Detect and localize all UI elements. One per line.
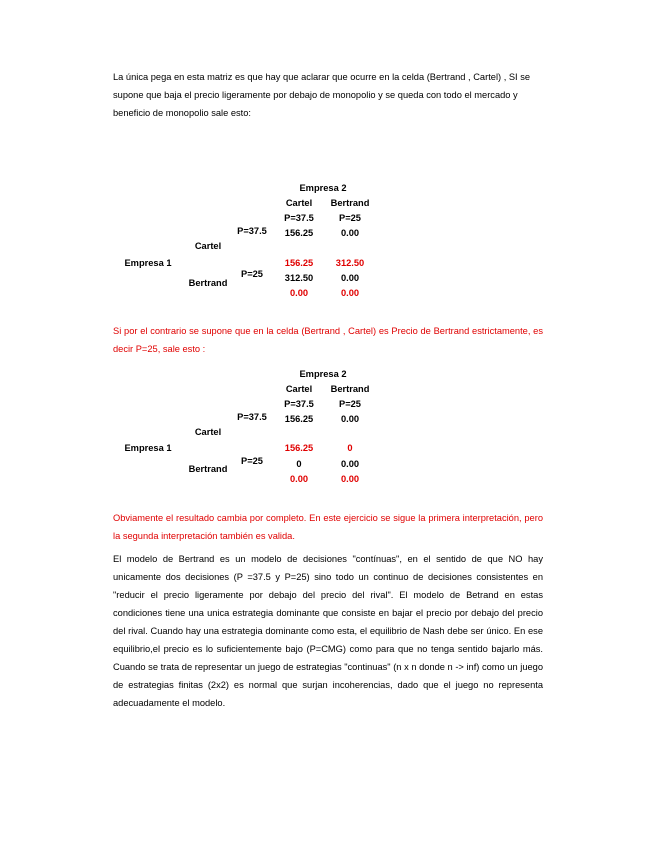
table1-cell-2: 0.00 — [340, 228, 360, 238]
table1-cell-5: 312.50 — [284, 273, 314, 283]
table1-cell-7: 0.00 — [289, 288, 309, 298]
table1-row-bertrand: Bertrand — [188, 278, 228, 288]
table2-header: Empresa 2 — [299, 369, 347, 379]
table1-row-cartel-price: P=37.5 — [237, 226, 267, 236]
table1-row-player: Empresa 1 — [124, 258, 172, 268]
table2-row-bertrand-price: P=25 — [241, 456, 263, 466]
middle-paragraph: Si por el contrario se supone que en la celda (Bertrand , Cartel) es Precio de Bertrand estrictamente, es decir P=25, sale esto : — [113, 326, 543, 354]
table1-row-bertrand-price: P=25 — [241, 269, 263, 279]
table1-cell-3: 156.25 — [284, 258, 314, 268]
table1-col-cartel: Cartel — [285, 198, 313, 208]
table2-cell-2: 0.00 — [340, 414, 360, 424]
table1-col-bertrand: Bertrand — [330, 198, 370, 208]
table2-row-bertrand: Bertrand — [188, 464, 228, 474]
explanation-paragraph: El modelo de Bertrand es un modelo de decisiones "contínuas", en el sentido de que NO hay unicamente dos decisiones (P =37.5 y P=25) sino todo un continuo de decisiones consistentes en "reducir el precio ligeramente por debajo del precio del rival". El modelo de Betrand en estas condiciones tiene una unica estrategia dominante que consiste en bajar el precio por debajo del precio del rival. Cuando hay una estrategia dominante como esta, el equilibrio de Nash debe ser único. En ese equilibrio,el precio es lo suficientemente bajo (P=CMG) como para que no tenga sentido bajarlo más. Cuando se trata de representar un juego de estrategias "continuas" (n x n donde n -> inf) como un juego de estrategias finitas (2x2) es normal que surjan incoherencias, dado que el juego no representa adecuadamente el modelo. — [113, 554, 543, 708]
table2-cell-5: 0 — [296, 459, 302, 469]
table2-row-cartel-price: P=37.5 — [237, 412, 267, 422]
table2-row-cartel: Cartel — [194, 427, 222, 437]
table2-cell-4: 0 — [347, 443, 353, 453]
table2-cell-7: 0.00 — [289, 474, 309, 484]
table1-cell-1: 156.25 — [284, 228, 314, 238]
table2-row-player: Empresa 1 — [124, 443, 172, 453]
table2-col-bertrand: Bertrand — [330, 384, 370, 394]
table2-col-bertrand-price: P=25 — [339, 399, 361, 409]
table2-col-cartel-price: P=37.5 — [284, 399, 314, 409]
table1-header: Empresa 2 — [299, 183, 347, 193]
table1-cell-4: 312.50 — [335, 258, 365, 268]
table2-col-cartel: Cartel — [285, 384, 313, 394]
intro-paragraph: La única pega en esta matriz es que hay que aclarar que ocurre en la celda (Bertrand , Cartel) , SI se supone que baja el precio ligeramente por debajo de monopolio y se queda con todo el mercado y beneficio de monopolio sale esto: — [113, 72, 531, 118]
conclusion-paragraph: Obviamente el resultado cambia por completo. En este ejercicio se sigue la primera interpretación, pero la segunda interpretación también es valida. — [113, 513, 543, 541]
table1-col-cartel-price: P=37.5 — [284, 213, 314, 223]
table2-cell-1: 156.25 — [284, 414, 314, 424]
table2-cell-8: 0.00 — [340, 474, 360, 484]
table1-col-bertrand-price: P=25 — [339, 213, 361, 223]
table1-cell-8: 0.00 — [340, 288, 360, 298]
table1-row-cartel: Cartel — [194, 241, 222, 251]
table2-cell-6: 0.00 — [340, 459, 360, 469]
table1-cell-6: 0.00 — [340, 273, 360, 283]
table2-cell-3: 156.25 — [284, 443, 314, 453]
